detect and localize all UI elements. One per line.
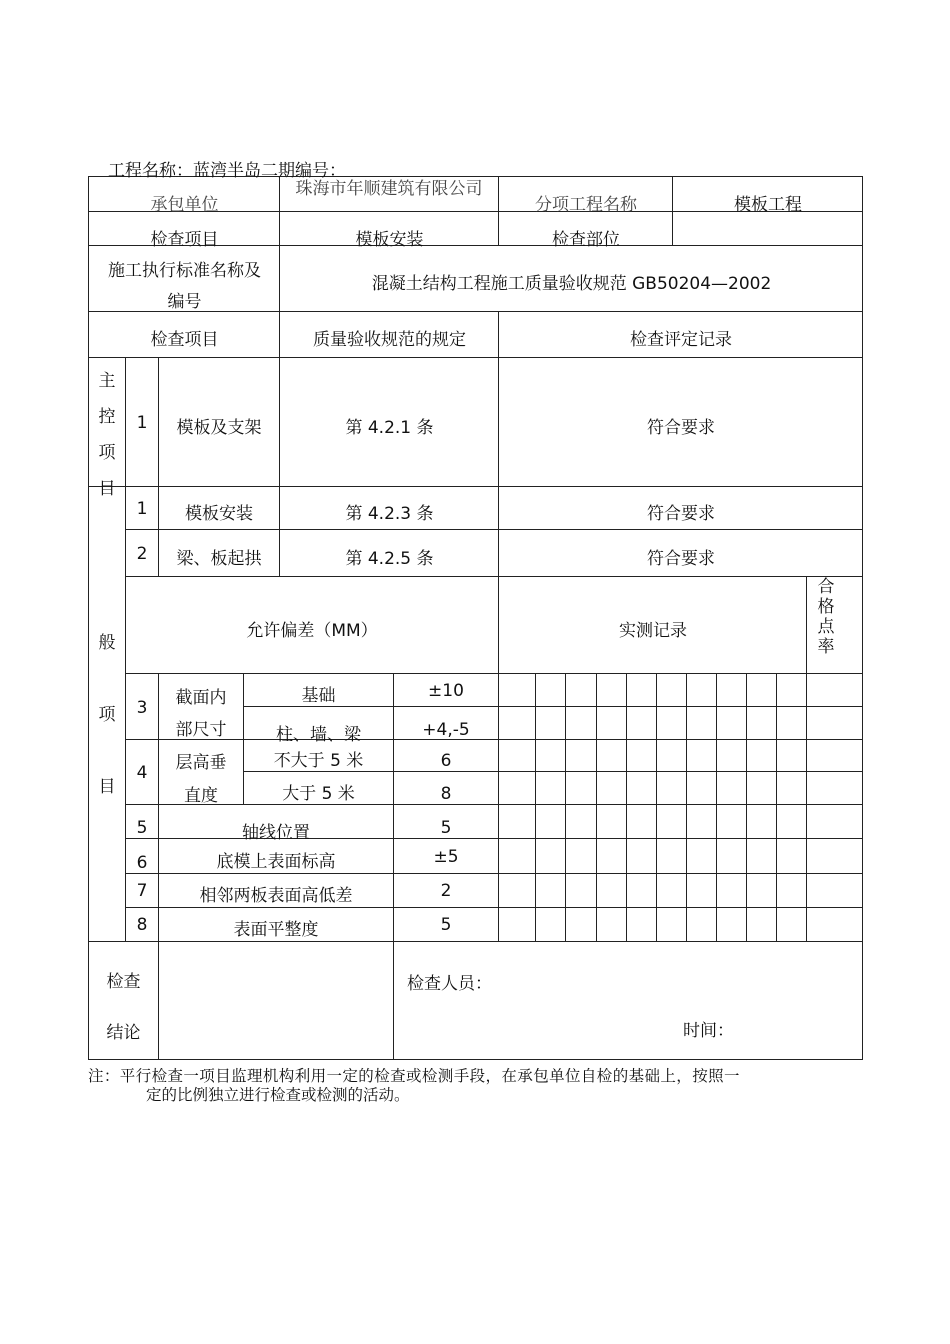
tol-row-value: ±5	[433, 847, 459, 867]
subproject-label: 分项工程名称	[535, 195, 637, 215]
main-control-label	[89, 358, 125, 499]
general-row-no: 1	[136, 499, 148, 519]
contractor-value: 珠海市年顺建筑有限公司	[295, 179, 483, 199]
tol-row-name: 表面平整度	[233, 920, 319, 940]
check-item-label: 检查项目	[150, 230, 219, 250]
conclusion-label-line2: 结论	[106, 1023, 141, 1043]
tol-row-name: 层高垂	[175, 753, 227, 773]
tol-sub-value: ±10	[428, 681, 464, 701]
pass-rate-char: 率	[817, 637, 835, 657]
project-line: 工程名称：蓝湾半岛二期编号：	[108, 161, 346, 181]
tol-sub-name: 不大于 5 米	[273, 751, 364, 771]
tol-row-no: 8	[136, 915, 148, 935]
time-label: 时间：	[683, 1021, 734, 1041]
column-spec: 质量验收规范的规定	[313, 330, 466, 350]
tol-sub-name: 大于 5 米	[282, 784, 355, 804]
general-row-spec: 第 4.2.5 条	[345, 549, 434, 569]
tol-row-name: 直度	[184, 786, 218, 806]
tol-row-value: 2	[440, 881, 452, 901]
tol-row-name: 截面内	[175, 688, 227, 708]
general-row-item: 模板安装	[185, 504, 253, 524]
column-check-item: 检查项目	[150, 330, 219, 350]
tol-sub-value: 6	[440, 751, 452, 771]
general-label-char: 项	[98, 705, 116, 725]
pass-rate-char: 点	[817, 617, 835, 637]
main-control-char: 主	[98, 371, 116, 391]
standard-label-line2: 编号	[167, 292, 202, 312]
tol-row-no: 5	[136, 818, 148, 838]
pass-rate-char: 格	[817, 597, 835, 617]
main-control-char: 控	[98, 407, 116, 427]
note-line2: 定的比例独立进行检查或检测的活动。	[146, 1086, 410, 1104]
tol-row-name: 轴线位置	[242, 823, 310, 843]
main-row-result: 符合要求	[647, 418, 715, 438]
check-location-label: 检查部位	[552, 230, 620, 250]
pass-rate-header	[807, 577, 847, 673]
tol-row-no: 6	[136, 853, 148, 873]
subproject-value: 模板工程	[734, 195, 802, 215]
tol-sub-value: 8	[440, 784, 452, 804]
tol-row-value: 5	[440, 818, 452, 838]
tol-row-value: 5	[440, 915, 452, 935]
main-row-no: 1	[136, 413, 148, 433]
main-control-char: 目	[98, 479, 116, 499]
general-row-no: 2	[136, 544, 148, 564]
general-label-char: 般	[98, 633, 116, 653]
tolerance-header: 允许偏差（MM）	[246, 621, 378, 641]
tol-sub-name: 基础	[301, 686, 336, 706]
tol-sub-name: 柱、墙、梁	[276, 725, 361, 745]
note-line1: 注：平行检查一项目监理机构利用一定的检查或检测手段，在承包单位自检的基础上，按照一	[88, 1067, 740, 1085]
general-row-item: 梁、板起拱	[176, 549, 262, 569]
general-label	[89, 487, 125, 941]
column-record: 检查评定记录	[630, 330, 732, 350]
main-row-item: 模板及支架	[176, 418, 262, 438]
contractor-label: 承包单位	[150, 195, 219, 215]
main-row-spec: 第 4.2.1 条	[345, 418, 434, 438]
general-row-result: 符合要求	[647, 504, 715, 524]
standard-value: 混凝土结构工程施工质量验收规范 GB50204—2002	[371, 274, 772, 294]
tol-row-name: 相邻两板表面高低差	[199, 886, 353, 906]
tol-row-no: 7	[136, 881, 148, 901]
tol-row-no: 3	[136, 698, 148, 718]
general-label-char: 目	[98, 777, 116, 797]
conclusion-label-line1: 检查	[106, 972, 141, 992]
measured-header: 实测记录	[619, 621, 687, 641]
tol-row-name: 底模上表面标高	[216, 852, 336, 872]
main-control-char: 项	[98, 443, 116, 463]
check-item-value: 模板安装	[355, 230, 424, 250]
pass-rate-char: 合	[817, 577, 835, 597]
tol-row-no: 4	[136, 763, 148, 783]
general-row-spec: 第 4.2.3 条	[345, 504, 434, 524]
inspector-label: 检查人员：	[407, 974, 492, 994]
standard-label-line1: 施工执行标准名称及	[108, 261, 261, 281]
tol-row-name: 部尺寸	[175, 720, 227, 740]
general-row-result: 符合要求	[647, 549, 715, 569]
tol-sub-value: +4,-5	[422, 720, 470, 740]
